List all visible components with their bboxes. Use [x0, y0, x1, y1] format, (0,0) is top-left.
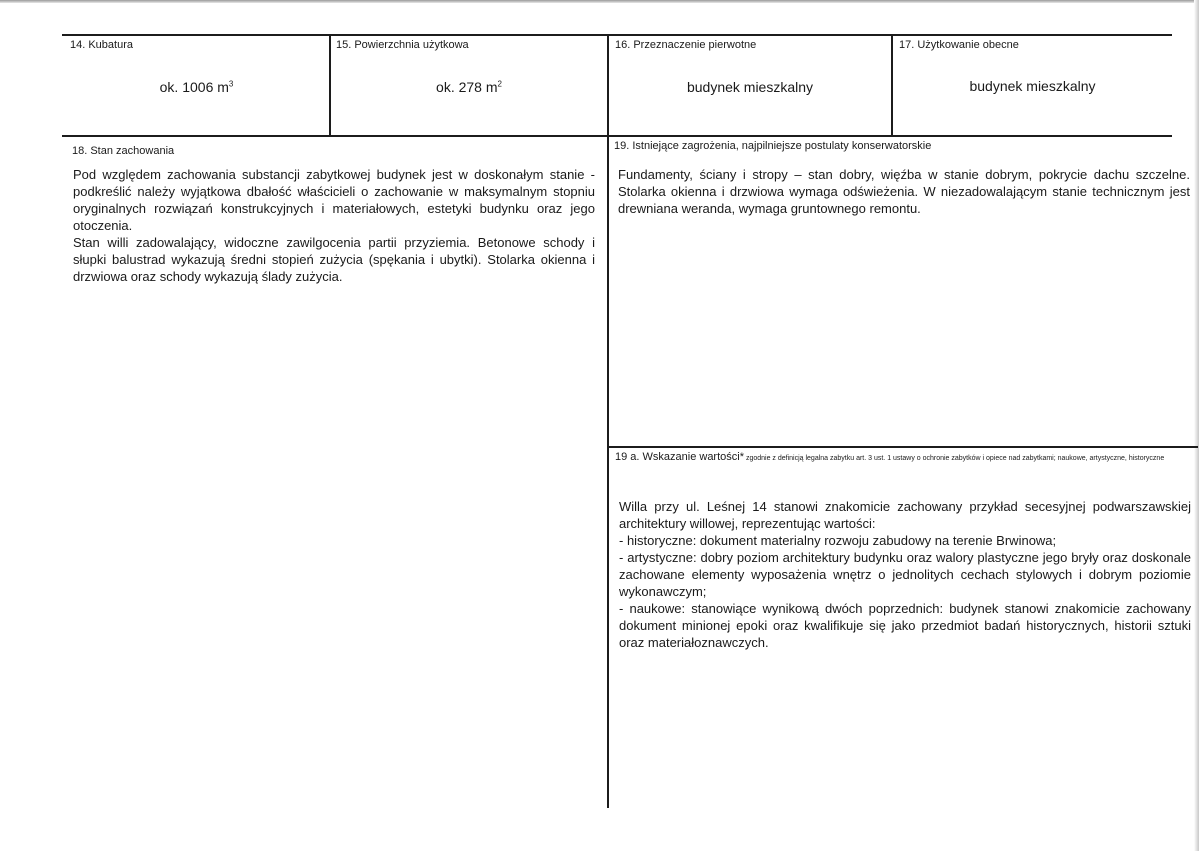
wartosci-label-main: 19 a. Wskazanie wartości* — [615, 451, 744, 463]
wartosci-paragraph: - historyczne: dokument materialny rozwoju zabudowy na terenie Brwinowa; — [619, 533, 1057, 548]
zagrozenia-text — [618, 166, 1190, 217]
stan-zachowania-text — [73, 166, 595, 285]
wartosci-label — [615, 451, 1175, 464]
wartosci-paragraph: - artystyczne: dobry poziom architektury budynku oraz walory plastyczne jego bryły oraz doskonale zachowane elementy wyposażenia wnętrz o jednolitych cechach stylowych i dobrym poziomie wykonawczym; — [619, 550, 1191, 599]
cell-uzytkowanie-label: 17. Użytkowanie obecne — [899, 39, 1019, 51]
cell-przeznaczenie-value: budynek mieszkalny — [686, 79, 814, 95]
wartosci-label-note: zgodnie z definicją legalna zabytku art. 3 ust. 1 ustawy o ochronie zabytków i opiece nad zabytkami; naukowe, artystyczne, historyczne — [744, 455, 1165, 462]
cell-kubatura-label: 14. Kubatura — [70, 39, 133, 51]
powierzchnia-value-text: ok. 278 m — [436, 79, 498, 95]
cell-powierzchnia-value — [331, 79, 607, 96]
page-edge-right — [1194, 0, 1199, 851]
kubatura-unit-exponent: 3 — [228, 79, 234, 89]
form-top-rule — [62, 34, 1172, 36]
zagrozenia-paragraph: Fundamenty, ściany i stropy – stan dobry, więźba w stanie dobrym, pokrycie dachu szczelne. Stolarka okienna i drzwiowa wymaga odświeżenia. W niezadowalającym stanie technicznym jest drewniana weranda, wymaga gruntownego remontu. — [618, 167, 1190, 216]
powierzchnia-unit-exponent: 2 — [497, 79, 502, 89]
wartosci-text — [619, 498, 1191, 651]
cell-przeznaczenie-label: 16. Przeznaczenie pierwotne — [615, 39, 757, 51]
cell-powierzchnia-label: 15. Powierzchnia użytkowa — [336, 39, 469, 51]
wartosci-paragraph: Willa przy ul. Leśnej 14 stanowi znakomicie zachowany przykład secesyjnej podwarszawskiej architektury willowej, reprezentując wartości: — [619, 499, 1191, 531]
cell-uzytkowanie-value: budynek mieszkalny — [969, 78, 1096, 94]
section-19a-top-rule — [608, 446, 1198, 448]
stan-zachowania-label: 18. Stan zachowania — [72, 145, 175, 157]
stan-paragraph: Pod względem zachowania substancji zabytkowej budynek jest w doskonałym stanie - podkreślić należy wyjątkowa dbałość właścicieli o zachowanie w maksymalnym stopniu oryginalnych rozwiązań konstrukcyjnych i materiałowych, estetyki budynku oraz jego otoczenia. — [73, 167, 595, 233]
column-divider-main — [607, 34, 609, 808]
zagrozenia-label: 19. Istniejące zagrożenia, najpilniejsze postulaty konserwatorskie — [614, 140, 932, 152]
cell-kubatura-value — [64, 79, 329, 96]
page-edge-top — [0, 0, 1199, 3]
stan-paragraph: Stan willi zadowalający, widoczne zawilgocenia partii przyziemia. Betonowe schody i słupki balustrad wykazują średni stopień zużycia (spękania i ubytki). Stolarka okienna i drzwiowa oraz schody wykazują ślady zużycia. — [73, 235, 595, 284]
kubatura-value-text: ok. 1006 m — [159, 79, 229, 95]
row-separator-rule — [62, 135, 1172, 137]
wartosci-paragraph: - naukowe: stanowiące wynikową dwóch poprzednich: budynek stanowi znakomicie zachowany dokument minionej epoki oraz kwalifikuje się jako przedmiot badań historycznych, historii sztuki oraz materiałoznawczych. — [619, 601, 1191, 650]
